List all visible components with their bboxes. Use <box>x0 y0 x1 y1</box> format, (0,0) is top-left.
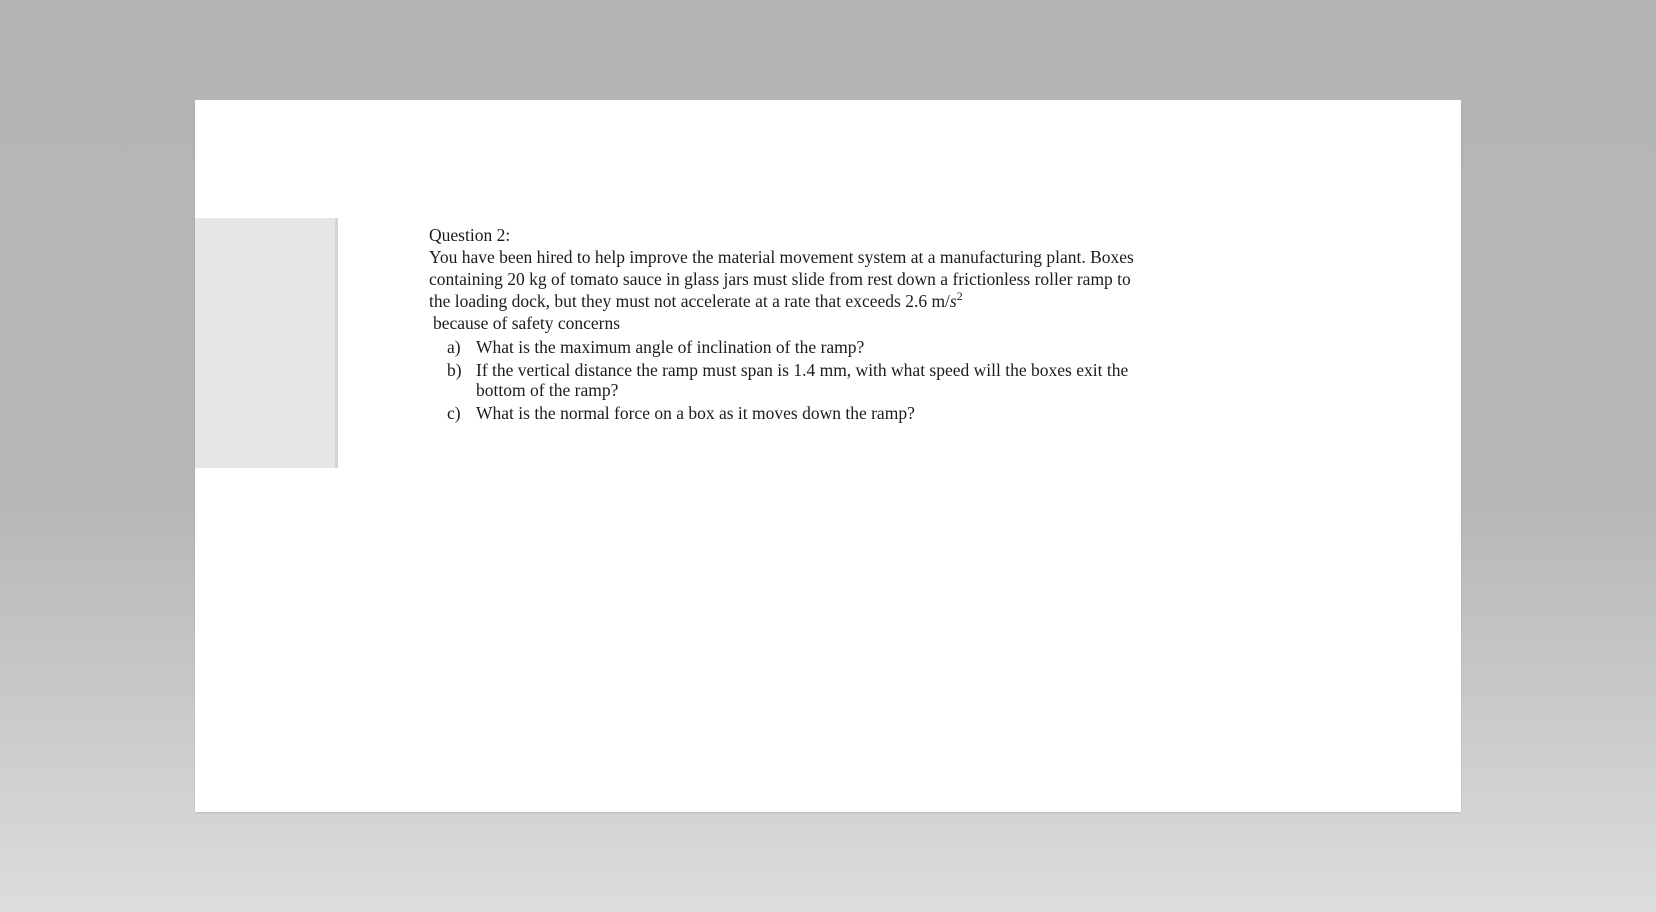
list-item-marker: b) <box>447 360 462 380</box>
list-item-text: What is the maximum angle of inclination of the ramp? <box>476 337 865 357</box>
question-heading: Question 2: <box>429 225 511 245</box>
list-item <box>429 336 1189 358</box>
sub-question-list <box>429 336 1189 424</box>
side-panel <box>195 218 338 468</box>
continuation-line: because of safety concerns <box>433 313 621 333</box>
paragraph-line-2: containing 20 kg of tomato sauce in glass jars must slide from rest down a frictionless roller ramp to <box>429 269 1131 289</box>
question-content <box>429 224 1189 425</box>
list-item <box>429 402 1189 424</box>
list-item-marker: a) <box>447 337 461 357</box>
list-item-text: If the vertical distance the ramp must span is 1.4 mm, with what speed will the boxes exit the <box>476 360 1129 380</box>
list-item-text: What is the normal force on a box as it moves down the ramp? <box>476 403 915 423</box>
paragraph-line-3-text: the loading dock, but they must not accelerate at a rate that exceeds 2.6 m/ <box>429 291 950 311</box>
paragraph-line-1: You have been hired to help improve the material movement system at a manufacturing plant. Boxes <box>429 247 1134 267</box>
unit-exponent: 2 <box>956 289 963 303</box>
list-item <box>429 359 1189 401</box>
list-item-text-continued: bottom of the ramp? <box>476 380 619 400</box>
document-page <box>195 100 1461 812</box>
unit-symbol: s <box>949 291 957 311</box>
list-item-marker: c) <box>447 403 461 423</box>
paragraph-line-3 <box>429 290 1189 312</box>
